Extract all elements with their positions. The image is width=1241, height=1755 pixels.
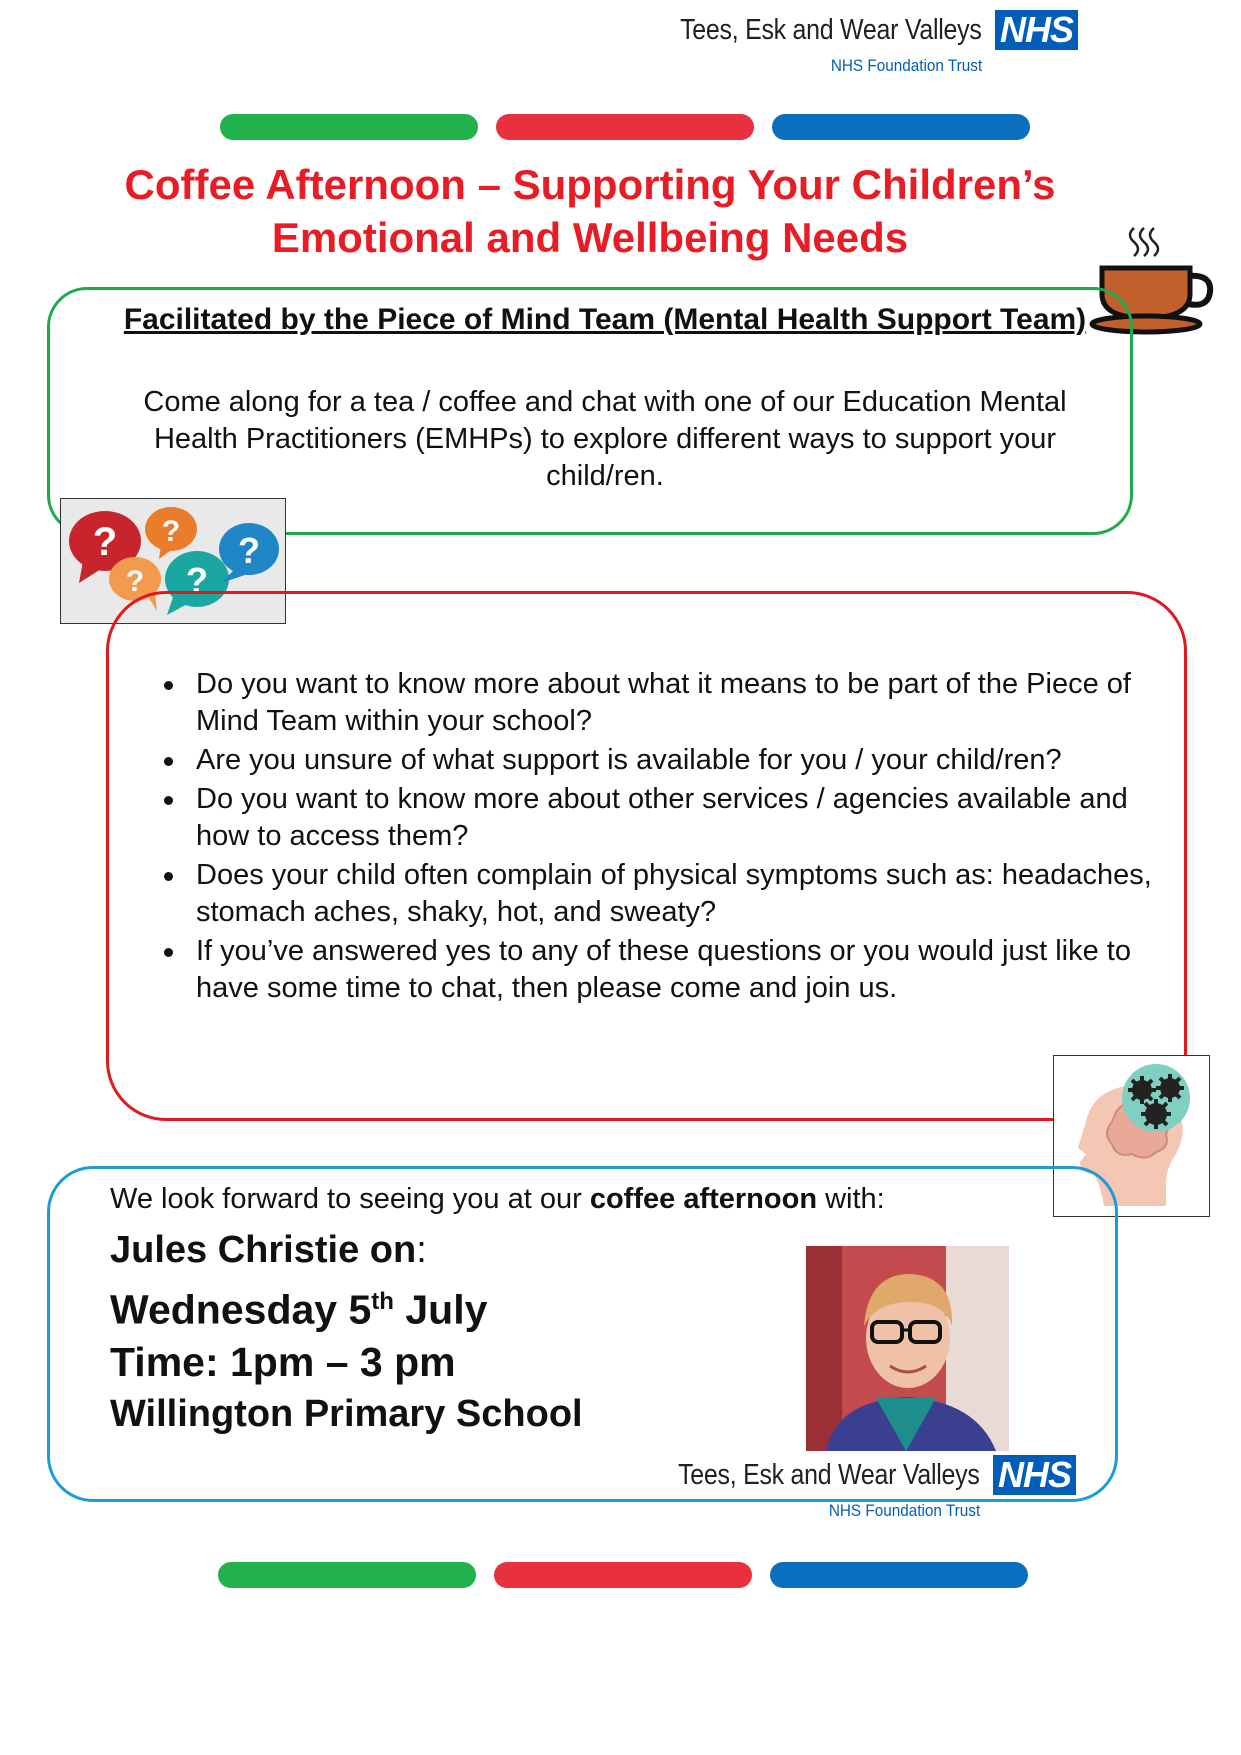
svg-text:?: ? xyxy=(92,520,118,564)
trust-name: Tees, Esk and Wear Valleys xyxy=(680,14,982,46)
bullet-icon xyxy=(164,872,173,881)
event-lead-bold: coffee afternoon xyxy=(589,1183,818,1215)
facilitated-by-heading: Facilitated by the Piece of Mind Team (Mental Health Support Team) xyxy=(123,303,1087,336)
list-item xyxy=(196,857,1156,931)
question-text: Do you want to know more about other services / agencies available and how to access them? xyxy=(196,783,1128,852)
trust-type: NHS Foundation Trust xyxy=(828,1501,980,1520)
divider-bar-green xyxy=(220,114,478,140)
event-date xyxy=(110,1276,583,1336)
host-name: Jules Christie on xyxy=(110,1229,417,1271)
divider-bar-red xyxy=(494,1562,752,1588)
divider-bar-red xyxy=(496,114,754,140)
bullet-icon xyxy=(164,757,173,766)
event-lead-end: with: xyxy=(817,1183,885,1215)
event-day-suffix: th xyxy=(371,1288,394,1315)
nhs-mark: NHS xyxy=(995,10,1078,50)
nhs-mark: NHS xyxy=(993,1455,1076,1495)
host-colon: : xyxy=(416,1229,427,1271)
event-details xyxy=(110,1222,583,1440)
page-title xyxy=(40,158,1140,264)
trust-type: NHS Foundation Trust xyxy=(830,56,982,75)
divider-bar-blue xyxy=(770,1562,1028,1588)
nhs-logo-bottom xyxy=(646,1455,1076,1525)
question-text: Do you want to know more about what it means to be part of the Piece of Mind Team within your school? xyxy=(196,668,1131,737)
event-lead-text: We look forward to seeing you at our xyxy=(110,1183,590,1215)
intro-text: Come along for a tea / coffee and chat with one of our Education Mental Health Practitioners (EMHPs) to explore different ways to support your child/ren. xyxy=(143,386,1067,492)
svg-text:?: ? xyxy=(161,515,181,548)
nhs-logo-top xyxy=(648,10,1078,80)
questions-list xyxy=(196,666,1156,1009)
divider-bar-green xyxy=(218,1562,476,1588)
question-text: If you’ve answered yes to any of these questions or you would just like to have some time to chat, then please come and join us. xyxy=(196,935,1131,1004)
event-venue: Willington Primary School xyxy=(110,1392,583,1435)
list-item xyxy=(196,666,1156,740)
bullet-icon xyxy=(164,681,173,690)
bullet-icon xyxy=(164,796,173,805)
event-host xyxy=(110,1222,583,1276)
divider-bar-blue xyxy=(772,114,1030,140)
event-month: July xyxy=(393,1286,488,1333)
event-time: Time: 1pm – 3 pm xyxy=(110,1338,456,1385)
bullet-icon xyxy=(164,948,173,957)
trust-name: Tees, Esk and Wear Valleys xyxy=(678,1459,980,1491)
question-text: Are you unsure of what support is available for you / your child/ren? xyxy=(196,744,1062,776)
svg-text:?: ? xyxy=(238,530,260,571)
title-line-2: Emotional and Wellbeing Needs xyxy=(271,214,909,261)
svg-text:?: ? xyxy=(186,560,208,601)
list-item xyxy=(196,781,1156,855)
event-lead xyxy=(110,1183,885,1216)
facilitator-portrait xyxy=(806,1246,1009,1451)
event-day: Wednesday 5 xyxy=(110,1286,372,1333)
question-text: Does your child often complain of physical symptoms such as: headaches, stomach aches, shaky, hot, and sweaty? xyxy=(196,859,1152,928)
svg-text:?: ? xyxy=(125,565,145,598)
list-item xyxy=(196,933,1156,1007)
list-item xyxy=(196,742,1156,779)
title-line-1: Coffee Afternoon – Supporting Your Children’s xyxy=(124,161,1056,208)
facilitator-photo xyxy=(806,1246,1009,1451)
